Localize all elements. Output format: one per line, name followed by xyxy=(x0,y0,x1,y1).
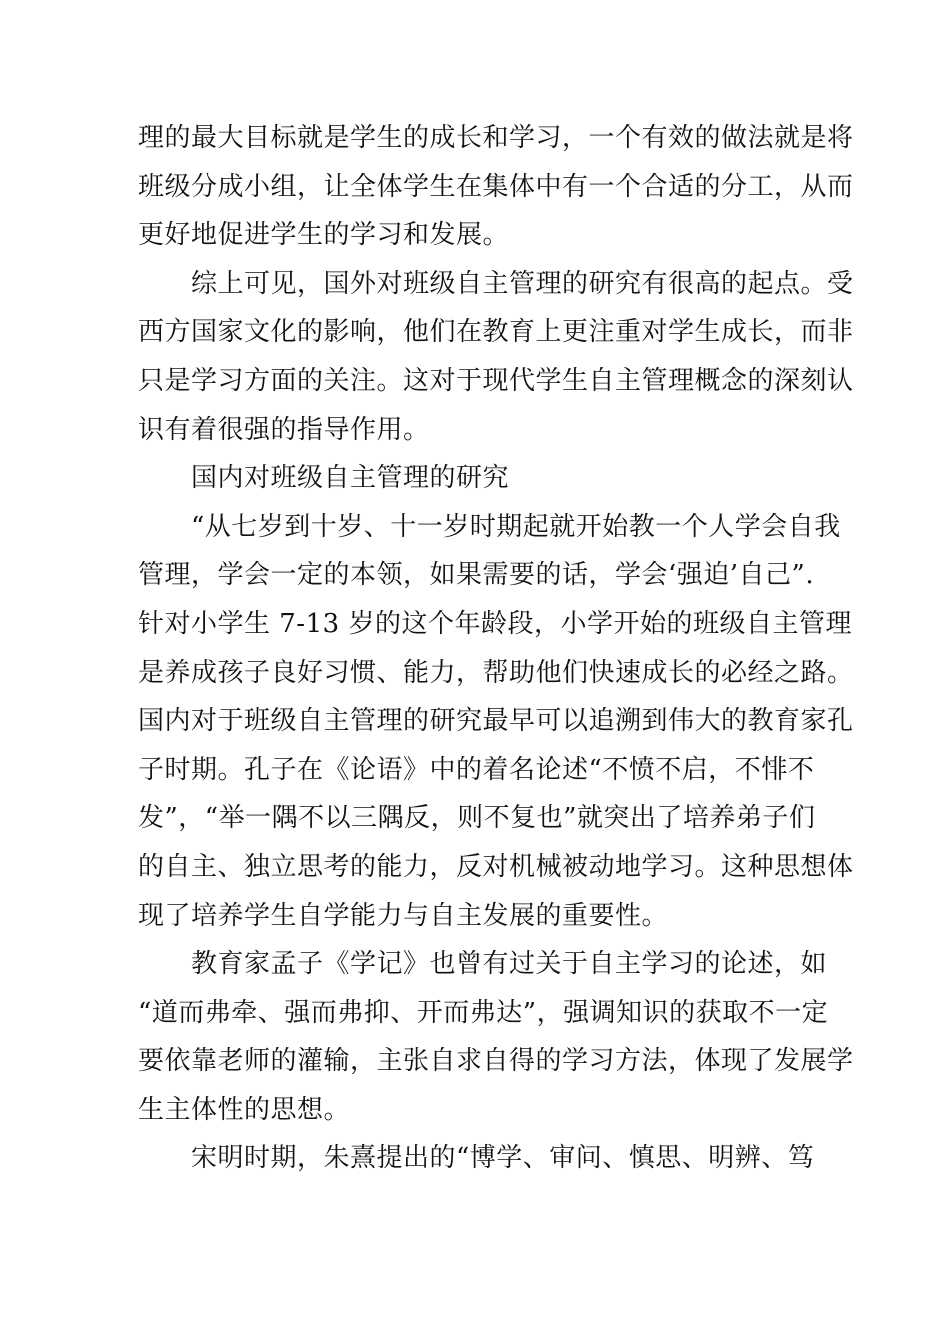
text-line: 西方国家文化的影响，他们在教育上更注重对学生成长，而非 xyxy=(138,317,854,348)
section-heading: 国内对班级自主管理的研究 xyxy=(138,463,510,494)
text-line: 国内对于班级自主管理的研究最早可以追溯到伟大的教育家孔 xyxy=(138,706,854,737)
text-line: “从七岁到十岁、十一岁时期起就开始教一个人学会自我 xyxy=(138,511,841,542)
text-line: 宋明时期，朱熹提出的“博学、审问、慎思、明辨、笃 xyxy=(138,1143,815,1174)
text-line: 要依靠老师的灌输，主张自求自得的学习方法，体现了发展学 xyxy=(138,1046,854,1077)
text-line: 教育家孟子《学记》也曾有过关于自主学习的论述，如 xyxy=(138,949,828,980)
text-line: 针对小学生 7-13 岁的这个年龄段，小学开始的班级自主管理 xyxy=(138,608,852,639)
text-line: 综上可见，国外对班级自主管理的研究有很高的起点。受 xyxy=(138,268,854,299)
text-line: 识有着很强的指导作用。 xyxy=(138,414,430,445)
text-line: 理的最大目标就是学生的成长和学习，一个有效的做法就是将 xyxy=(138,123,854,153)
text-line: “道而弗牵、强而弗抑、开而弗达”，强调知识的获取不一定 xyxy=(138,997,829,1028)
text-line: 发”，“举一隅不以三隅反，则不复也”就突出了培养弟子们 xyxy=(138,803,816,834)
document-body xyxy=(138,114,854,1183)
text-line: 的自主、独立思考的能力，反对机械被动地学习。这种思想体 xyxy=(138,851,854,882)
text-line: 现了培养学生自学能力与自主发展的重要性。 xyxy=(138,900,669,931)
text-line: 只是学习方面的关注。这对于现代学生自主管理概念的深刻认 xyxy=(138,365,854,396)
text-line: 班级分成小组，让全体学生在集体中有一个合适的分工，从而 xyxy=(138,171,854,202)
text-line: 是养成孩子良好习惯、能力，帮助他们快速成长的必经之路。 xyxy=(138,657,854,688)
text-line: 生主体性的思想。 xyxy=(138,1094,351,1125)
text-line: 子时期。孔子在《论语》中的着名论述“不愤不启，不悱不 xyxy=(138,754,815,785)
text-line: 管理，学会一定的本领，如果需要的话，学会‘强迫’自己”. xyxy=(138,560,815,591)
text-line: 更好地促进学生的学习和发展。 xyxy=(138,220,510,251)
